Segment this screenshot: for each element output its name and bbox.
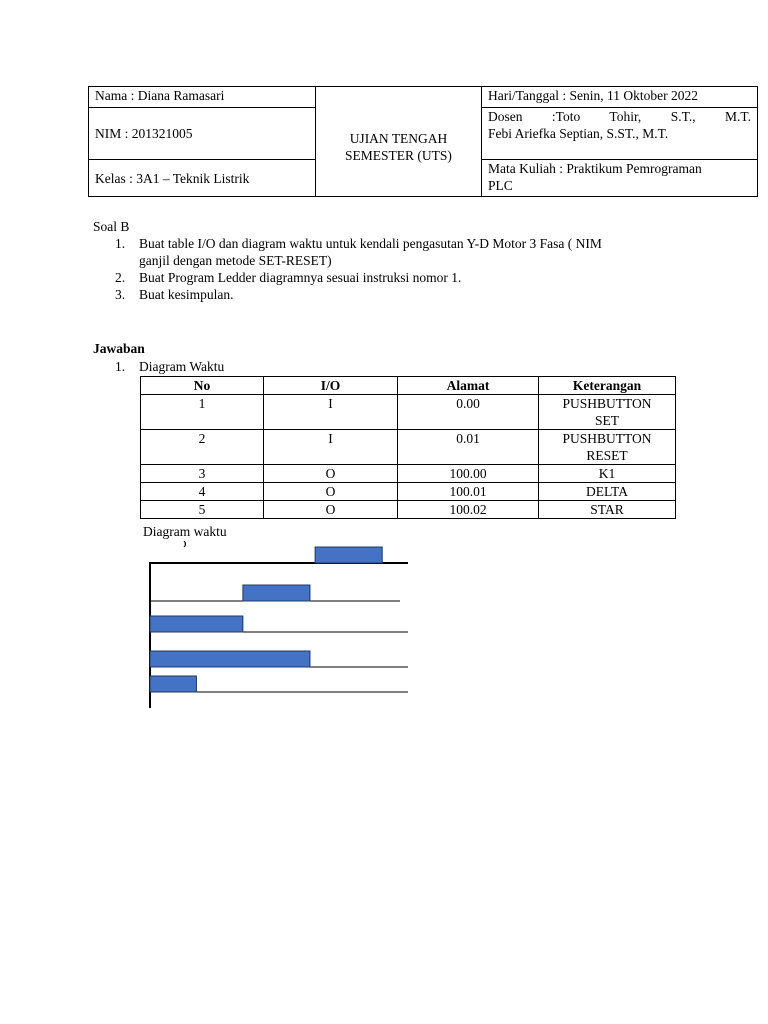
question-item bbox=[93, 286, 733, 303]
question-text: Buat Program Ledder diagramnya sesuai instruksi nomor 1. bbox=[139, 270, 462, 285]
course-cell bbox=[482, 160, 758, 197]
cell-keterangan: DELTA bbox=[539, 483, 676, 501]
cell-keterangan bbox=[539, 430, 676, 465]
io-header-no: No bbox=[141, 377, 264, 395]
io-header-keterangan: Keterangan bbox=[539, 377, 676, 395]
answer-subheading-number: 1. bbox=[115, 359, 126, 374]
timing-signals bbox=[150, 547, 408, 692]
question-list bbox=[93, 235, 733, 303]
ket-line2: SET bbox=[594, 413, 619, 428]
cell-alamat: 0.01 bbox=[398, 430, 539, 465]
exam-title-line1: UJIAN TENGAH bbox=[349, 130, 448, 146]
cell-no: 2 bbox=[141, 430, 264, 465]
cell-keterangan bbox=[539, 395, 676, 430]
io-table-header bbox=[141, 377, 676, 395]
question-item bbox=[93, 269, 733, 286]
student-class: Kelas : 3A1 – Teknik Listrik bbox=[89, 160, 316, 197]
cell-io: I bbox=[264, 430, 398, 465]
timing-diagram bbox=[140, 530, 420, 712]
question-item bbox=[93, 235, 733, 269]
question-text-cont: ganjil dengan metode SET-RESET) bbox=[139, 253, 332, 268]
question-number: 2. bbox=[115, 270, 126, 285]
signal-on-bar bbox=[315, 547, 382, 563]
answer-subheading-text: Diagram Waktu bbox=[139, 359, 225, 374]
table-row bbox=[141, 465, 676, 483]
lecturer-cell bbox=[482, 108, 758, 160]
io-table bbox=[140, 376, 676, 519]
cell-no: 5 bbox=[141, 501, 264, 519]
cell-alamat: 100.00 bbox=[398, 465, 539, 483]
question-text: Buat table I/O dan diagram waktu untuk kendali pengasutan Y-D Motor 3 Fasa ( NIM bbox=[139, 236, 602, 251]
cell-io: I bbox=[264, 395, 398, 430]
signal-on-bar bbox=[150, 676, 196, 692]
table-row bbox=[141, 483, 676, 501]
io-header-io: I/O bbox=[264, 377, 398, 395]
exam-title-line2: SEMESTER (UTS) bbox=[345, 147, 452, 163]
ket-line2: RESET bbox=[586, 448, 628, 463]
course-line2: PLC bbox=[488, 178, 513, 193]
cell-keterangan: K1 bbox=[539, 465, 676, 483]
cell-io: O bbox=[264, 465, 398, 483]
course-line1: Mata Kuliah : Praktikum Pemrograman bbox=[488, 161, 702, 176]
exam-title bbox=[316, 87, 482, 197]
exam-date: Hari/Tanggal : Senin, 11 Oktober 2022 bbox=[482, 87, 758, 108]
question-text: Buat kesimpulan. bbox=[139, 287, 234, 302]
signal-on-bar bbox=[150, 616, 243, 632]
cell-io: O bbox=[264, 483, 398, 501]
cell-no: 1 bbox=[141, 395, 264, 430]
student-name: Nama : Diana Ramasari bbox=[89, 87, 316, 108]
table-row bbox=[141, 430, 676, 465]
question-number: 3. bbox=[115, 287, 126, 302]
cell-no: 3 bbox=[141, 465, 264, 483]
lecturer-line2: Febi Ariefka Septian, S.ST., M.T. bbox=[488, 126, 669, 141]
cell-alamat: 100.01 bbox=[398, 483, 539, 501]
cell-alamat: 0.00 bbox=[398, 395, 539, 430]
question-section-title: Soal B bbox=[93, 219, 130, 234]
student-nim: NIM : 201321005 bbox=[89, 108, 316, 160]
answer-subheading bbox=[115, 358, 224, 375]
ket-line1: PUSHBUTTON bbox=[562, 431, 652, 446]
signal-on-bar bbox=[243, 585, 310, 601]
cell-keterangan: STAR bbox=[539, 501, 676, 519]
stray-mark bbox=[184, 541, 186, 547]
io-header-alamat: Alamat bbox=[398, 377, 539, 395]
timing-diagram-label: Diagram waktu bbox=[143, 524, 227, 539]
cell-alamat: 100.02 bbox=[398, 501, 539, 519]
signal-on-bar bbox=[150, 651, 310, 667]
exam-header-table bbox=[88, 86, 758, 197]
table-row bbox=[141, 501, 676, 519]
lecturer-line1: Dosen :Toto Tohir, S.T., M.T. bbox=[488, 109, 751, 124]
cell-io: O bbox=[264, 501, 398, 519]
question-number: 1. bbox=[115, 236, 126, 251]
answer-section-title: Jawaban bbox=[93, 341, 145, 356]
ket-line1: PUSHBUTTON bbox=[562, 396, 652, 411]
table-row bbox=[141, 395, 676, 430]
cell-no: 4 bbox=[141, 483, 264, 501]
